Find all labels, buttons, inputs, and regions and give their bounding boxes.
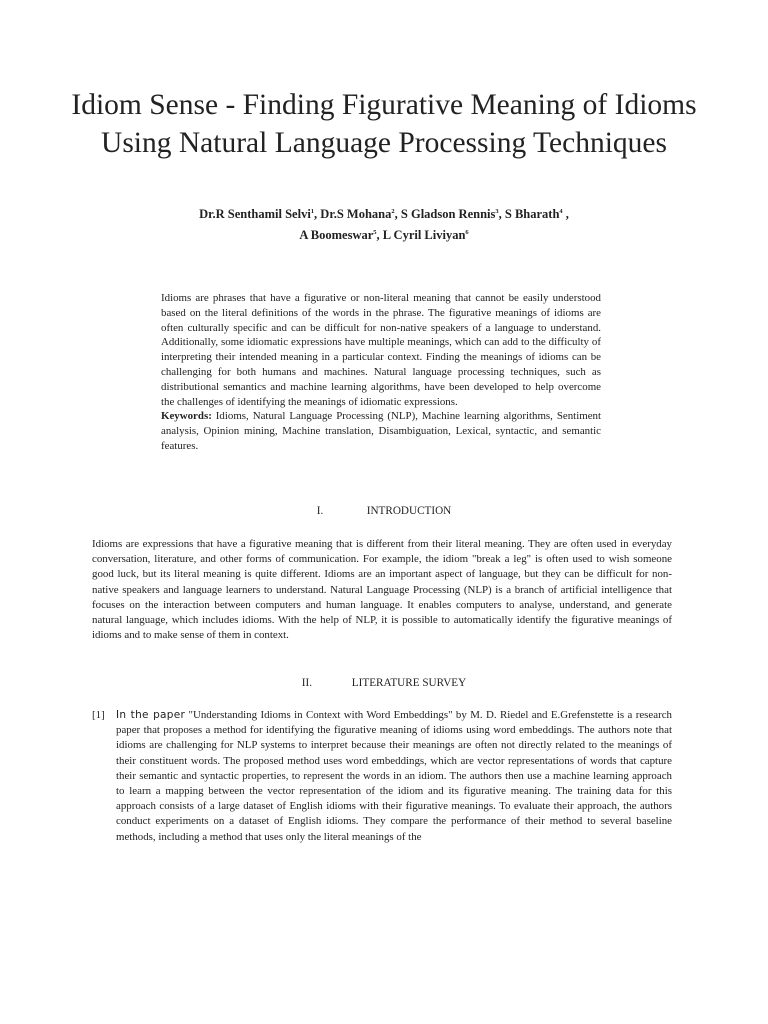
abstract-text: Idioms are phrases that have a figurative or non-literal meaning that cannot be easily understood based on the literal definitions of the words in the phrase. The figurative meanings of idioms are often culturally specific and can be difficult for non-native speakers of a language to understand. Additionally, some idiomatic expressions have multiple meanings, which can add to the difficulty of interpreting their intended meaning in a particular context. Finding the meanings of idioms can be challenging for both humans and machines. Natural language processing techniques, such as distributional semantics and machine learning algorithms, have been developed to help overcome the challenges of identifying the meanings of idiomatic expressions. [161,292,601,408]
author-name: , S Gladson Rennis [394,207,496,221]
author-name: , L Cyril Liviyan [376,228,466,242]
keywords-label: Keywords: [161,410,212,423]
author-separator: , [562,207,569,221]
author-line-1 [60,204,708,225]
reference-body [116,708,672,845]
reference-number: [1] [92,709,105,721]
author-name: , Dr.S Mohana [314,207,392,221]
abstract [161,291,601,454]
author-affiliation-mark: 4 [559,208,563,215]
author-name: Dr.R Senthamil Selvi [199,207,311,221]
author-affiliation-mark: 3 [495,208,499,215]
introduction-paragraph: Idioms are expressions that have a figurative meaning that is different from their literal meaning. They are often used in everyday conversation, literature, and other forms of communication. For example, the idiom "break a leg" is often used to wish someone good luck, but its literal meaning is quite different. Idioms are an important aspect of language, but they can be difficult for non-native speakers and language learners to understand. Natural Language Processing (NLP) is a branch of artificial intelligence that focuses on the interaction between computers and human language. It enables computers to analyse, understand, and generate natural language, which includes idioms. With the help of NLP, it is possible to automatically identify the figurative meanings of idioms and to make sense of them in context. [92,538,672,642]
section-heading-literature-survey [0,677,768,689]
author-affiliation-mark: 1 [310,208,315,215]
reference-text: "Understanding Idioms in Context with Word Embeddings" by M. D. Riedel and E.Grefenstette is a research paper that proposes a method for identifying the figurative meaning of idioms using word embeddings. The authors note that idioms are challenging for NLP systems to interpret because their meanings are often not directly related to the meanings of their constituent words. The proposed method uses word embeddings, which are vector representations of words that capture their semantic and syntactic properties, to represent the words in an idiom. The authors then use a machine learning approach to learn a mapping between the vector representation of the idiom and its figurative meaning. The training data for this approach consists of a large dataset of English idioms with their figurative meanings. To evaluate their approach, the authors conduct experiments on a dataset of English idioms. They compare the performance of their method to several baseline methods, including a method that uses only the literal meanings of the [116,709,672,843]
author-affiliation-mark: 5 [373,229,377,236]
section-title: LITERATURE SURVEY [351,677,467,689]
paper-title: Idiom Sense - Finding Figurative Meaning of Idioms Using Natural Language Processing Techniques [71,89,697,159]
section-number: II. [301,677,313,689]
author-line-2 [60,225,708,246]
reference-entry-1 [92,708,672,845]
author-affiliation-mark: 6 [465,229,469,236]
keywords-list: Idioms, Natural Language Processing (NLP), Machine learning algorithms, Sentiment analysis, Opinion mining, Machine translation, Disambiguation, Lexical, syntactic, and semantic features. [161,410,601,452]
section-title: INTRODUCTION [366,505,452,517]
author-affiliation-mark: 2 [391,208,395,215]
reference-lead: In the paper [116,709,186,721]
section-number: I. [316,505,324,517]
author-list [60,204,708,246]
author-name: A Boomeswar [299,228,374,242]
section-heading-introduction [0,505,768,517]
keywords [161,409,601,453]
introduction-body [92,537,672,643]
author-name: , S Bharath [498,207,560,221]
